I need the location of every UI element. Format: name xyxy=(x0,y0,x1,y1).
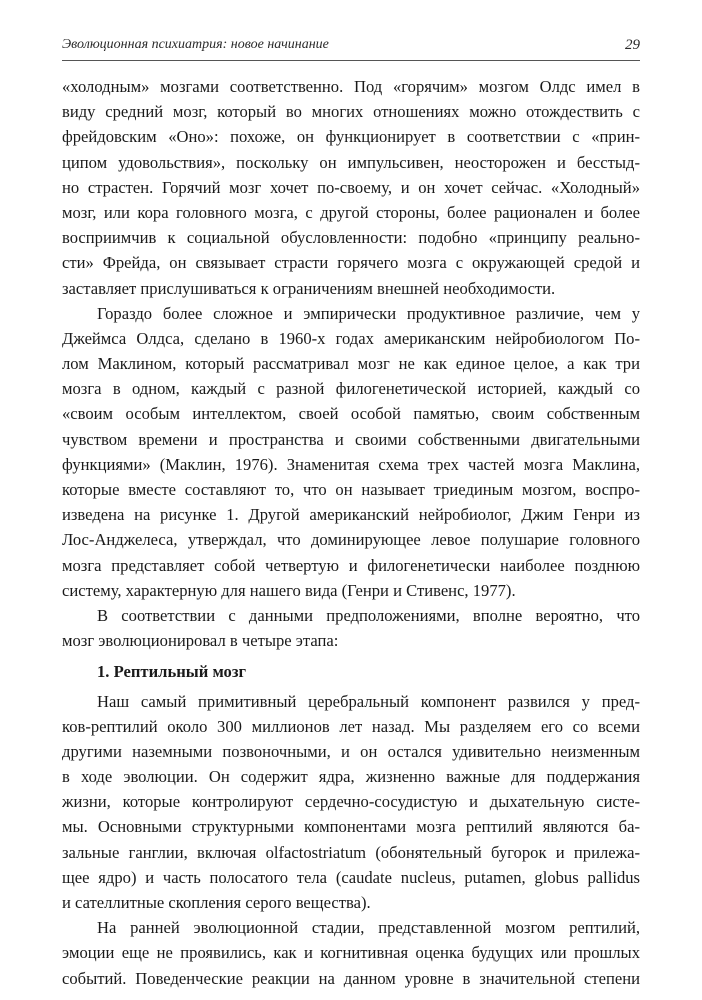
text-line: жизни, которые контролируют сердечно-сосудистую и дыхательную систе- xyxy=(62,792,640,812)
text-line: заставляет прислушиваться к ограничениям внешней необходимости. xyxy=(62,278,556,298)
text-line: мозг, или кора головного мозга, с другой стороны, более рационален и более xyxy=(62,202,640,222)
text-line: эмоции еще не проявились, как и когнитивная оценка будущих или прошлых xyxy=(62,943,640,963)
text-line: сти» Фрейда, он связывает страсти горячего мозга с окружающей средой и xyxy=(62,253,640,273)
text-line: ков-рептилий около 300 миллионов лет назад. Мы разделяем его со всеми xyxy=(62,716,640,736)
page-number: 29 xyxy=(625,37,640,53)
text-line: событий. Поведенческие реакции на данном уровне в значительной степени xyxy=(62,968,640,988)
text-line: изведена на рисунке 1. Другой американский нейробиолог, Джим Генри из xyxy=(62,505,640,525)
text-line: мозг эволюционировал в четыре этапа: xyxy=(62,631,339,651)
paragraph-3 xyxy=(62,603,640,653)
text-line: лом Маклином, который рассматривал мозг не как единое целое, а как три xyxy=(62,354,640,374)
running-header-title: Эволюционная психиатрия: новое начинание xyxy=(62,37,329,52)
text-line: «своим особым интеллектом, своей особой памятью, своим собственным xyxy=(62,404,640,424)
paragraph-5 xyxy=(62,915,640,991)
text-line: В соответствии с данными предположениями, вполне вероятно, что xyxy=(97,605,640,625)
text-line: Гораздо более сложное и эмпирически продуктивное различие, чем у xyxy=(97,303,640,323)
header-divider xyxy=(62,60,640,61)
text-line: фрейдовским «Оно»: похоже, он функционирует в соответствии с «прин- xyxy=(62,127,640,147)
text-line: мозга представляет собой четвертую и филогенетически наиболее позднюю xyxy=(62,555,640,575)
text-line: На ранней эволюционной стадии, представленной мозгом рептилий, xyxy=(97,918,640,938)
paragraph-2 xyxy=(62,301,640,603)
text-line: ципом удовольствия», поскольку он импульсивен, неосторожен и бесстыд- xyxy=(62,152,640,172)
text-line: «холодным» мозгами соответственно. Под «горячим» мозгом Олдс имел в xyxy=(62,77,640,96)
text-line: восприимчив к социальной обусловленности: подобно «принципу реально- xyxy=(62,228,640,248)
section-heading: 1. Рептильный мозг xyxy=(97,662,247,682)
text-line: Лос-Анджелеса, утверждал, что доминирующее левое полушарие головного xyxy=(62,530,640,550)
text-line: щее ядро) и часть полосатого тела (caudate nucleus, putamen, globus pallidus xyxy=(62,867,640,887)
text-line: чувством времени и пространства и своими собственными двигательными xyxy=(62,429,640,449)
text-line: Наш самый примитивный церебральный компонент развился у пред- xyxy=(97,691,640,711)
text-line: зальные ганглии, включая olfactostriatum (обонятельный бугорок и прилежа- xyxy=(62,842,640,862)
running-header xyxy=(62,37,640,57)
text-line: систему, характерную для нашего вида (Генри и Стивенс, 1977). xyxy=(62,580,516,600)
text-line: и сателлитные скопления серого вещества). xyxy=(62,893,371,912)
text-line: которые вместе составляют то, что он называет триединым мозгом, воспро- xyxy=(62,480,640,499)
body-text xyxy=(62,74,640,991)
text-line: мы. Основными структурными компонентами мозга рептилий являются ба- xyxy=(62,817,640,837)
paragraph-1 xyxy=(62,74,640,301)
text-line: в ходе эволюции. Он содержит ядра, жизненно важные для поддержания xyxy=(62,767,640,787)
text-line: виду средний мозг, который во многих отношениях можно отождествить с xyxy=(62,102,640,122)
text-line: но страстен. Горячий мозг хочет по-своему, и он хочет сейчас. «Холодный» xyxy=(62,177,640,197)
text-line: Джеймса Олдса, сделано в 1960-х годах американским нейробиологом По- xyxy=(62,328,640,348)
text-line: мозга в одном, каждый с разной филогенетической историей, каждый со xyxy=(62,379,640,399)
paragraph-4 xyxy=(62,689,640,916)
text-line: функциями» (Маклин, 1976). Знаменитая схема трех частей мозга Маклина, xyxy=(62,454,640,474)
text-line: другими наземными позвоночными, и он остался удивительно неизменным xyxy=(62,741,640,761)
